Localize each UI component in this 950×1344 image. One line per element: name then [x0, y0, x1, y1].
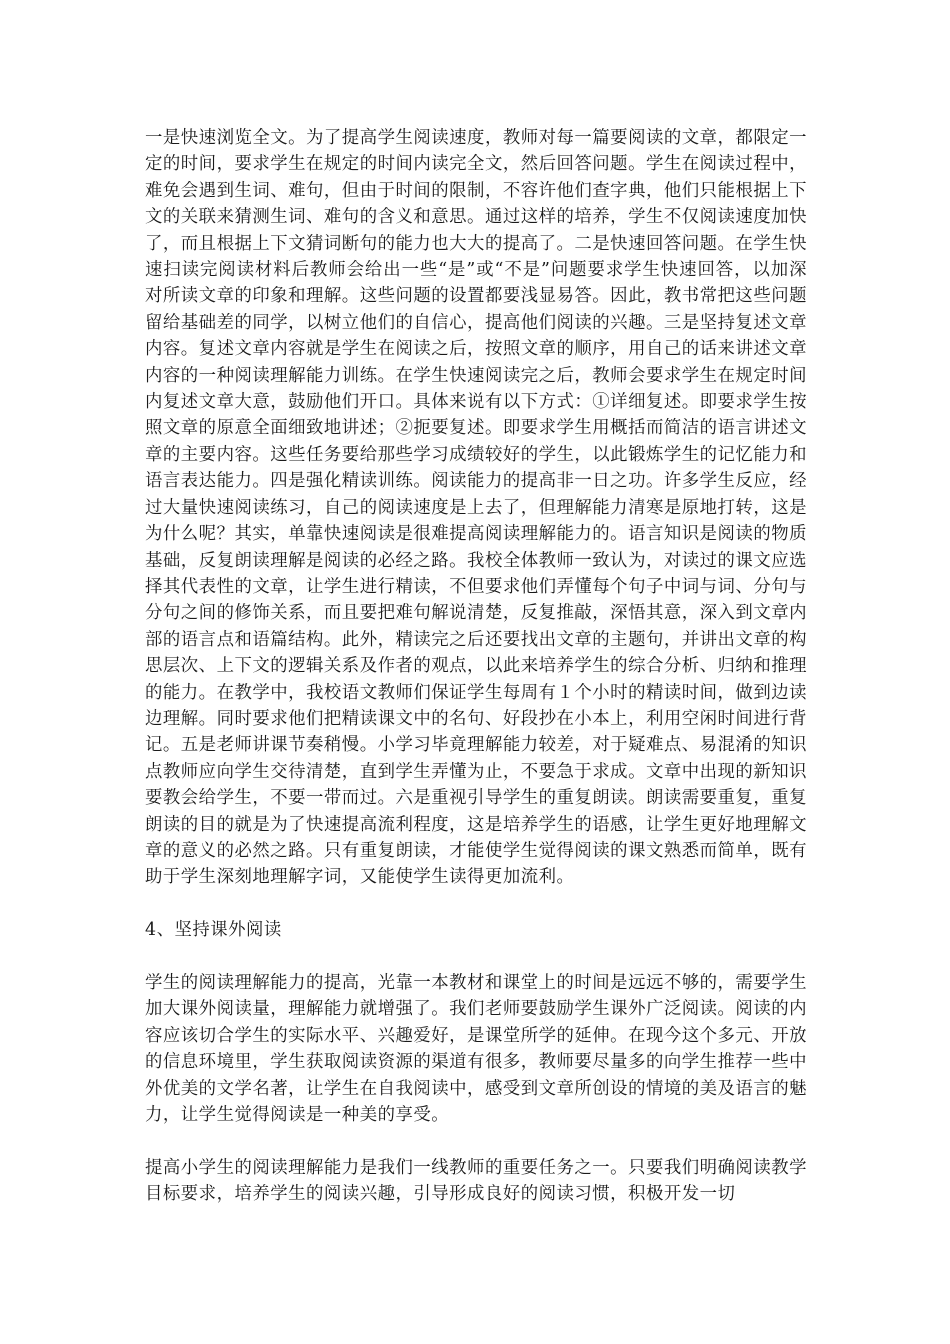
paragraph-spacer: [145, 891, 807, 917]
section-heading: 4、坚持课外阅读: [145, 920, 282, 941]
body-paragraph-3: 提高小学生的阅读理解能力是我们一线教师的重要任务之一。只要我们明确阅读教学目标要求，培养学生的阅读兴趣，引导形成良好的阅读习惯，积极开发一切: [145, 1157, 807, 1205]
paragraph-spacer: [145, 944, 807, 970]
document-page: [145, 125, 807, 1208]
body-paragraph-1: 一是快速浏览全文。为了提高学生阅读速度，教师对每一篇要阅读的文章，都限定一定的时间，要求学生在规定的时间内读完全文，然后回答问题。学生在阅读过程中，难免会遇到生词、难句，但由于时间的限制，不容许他们查字典，他们只能根据上下文的关联来猜测生词、难句的含义和意思。通过这样的培养，学生不仅阅读速度加快了，而且根据上下文猜词断句的能力也大大的提高了。二是快速回答问题。在学生快速扫读完阅读材料后教师会给出一些“是”或“不是”问题要求学生快速回答，以加深对所读文章的印象和理解。这些问题的设置都要浅显易答。因此，教书常把这些问题留给基础差的同学，以树立他们的自信心，提高他们阅读的兴趣。三是坚持复述文章内容。复述文章内容就是学生在阅读之后，按照文章的顺序，用自己的话来讲述文章内容的一种阅读理解能力训练。在学生快速阅读完之后，教师会要求学生在规定时间内复述文章大意，鼓励他们开口。具体来说有以下方式：①详细复述。即要求学生按照文章的原意全面细致地讲述；②扼要复述。即要求学生用概括而简洁的语言讲述文章的主要内容。这些任务要给那些学习成绩较好的学生，以此锻炼学生的记忆能力和语言表达能力。四是强化精读训练。阅读能力的提高非一日之功。许多学生反应，经过大量快速阅读练习，自己的阅读速度是上去了，但理解能力清寒是原地打转，这是为什么呢？其实，单靠快速阅读是很难提高阅读理解能力的。语言知识是阅读的物质基础，反复朗读理解是阅读的必经之路。我校全体教师一致认为，对读过的课文应选择其代表性的文章，让学生进行精读，不但要求他们弄懂每个句子中词与词、分句与分句之间的修饰关系，而且要把难句解说清楚，反复推敲，深悟其意，深入到文章内部的语言点和语篇结构。此外，精读完之后还要找出文章的主题句，并讲出文章的构思层次、上下文的逻辑关系及作者的观点，以此来培养学生的综合分析、归纳和推理的能力。在教学中，我校语文教师们保证学生每周有１个小时的精读时间，做到边读边理解。同时要求他们把精读课文中的名句、好段抄在小本上，利用空闲时间进行背记。五是老师讲课节奏稍慢。小学习毕竟理解能力较差，对于疑难点、易混淆的知识点教师应向学生交待清楚，直到学生弄懂为止，不要急于求成。文章中出现的新知识要教会给学生，不要一带而过。六是重视引导学生的重复朗读。朗读需要重复，重复朗读的目的就是为了快速提高流利程度，这是培养学生的语感，让学生更好地理解文章的意义的必然之路。只有重复朗读，才能使学生觉得阅读的课文熟悉而简单，既有助于学生深刻地理解字词，又能使学生读得更加流利。: [145, 128, 807, 888]
paragraph-spacer: [145, 1128, 807, 1154]
body-paragraph-2: 学生的阅读理解能力的提高，光靠一本教材和课堂上的时间是远远不够的，需要学生加大课外阅读量，理解能力就增强了。我们老师要鼓励学生课外广泛阅读。阅读的内容应该切合学生的实际水平、兴趣爱好，是课堂所学的延伸。在现今这个多元、开放的信息环境里，学生获取阅读资源的渠道有很多，教师要尽量多的向学生推荐一些中外优美的文学名著，让学生在自我阅读中，感受到文章所创设的情境的美及语言的魅力，让学生觉得阅读是一种美的享受。: [145, 972, 807, 1125]
